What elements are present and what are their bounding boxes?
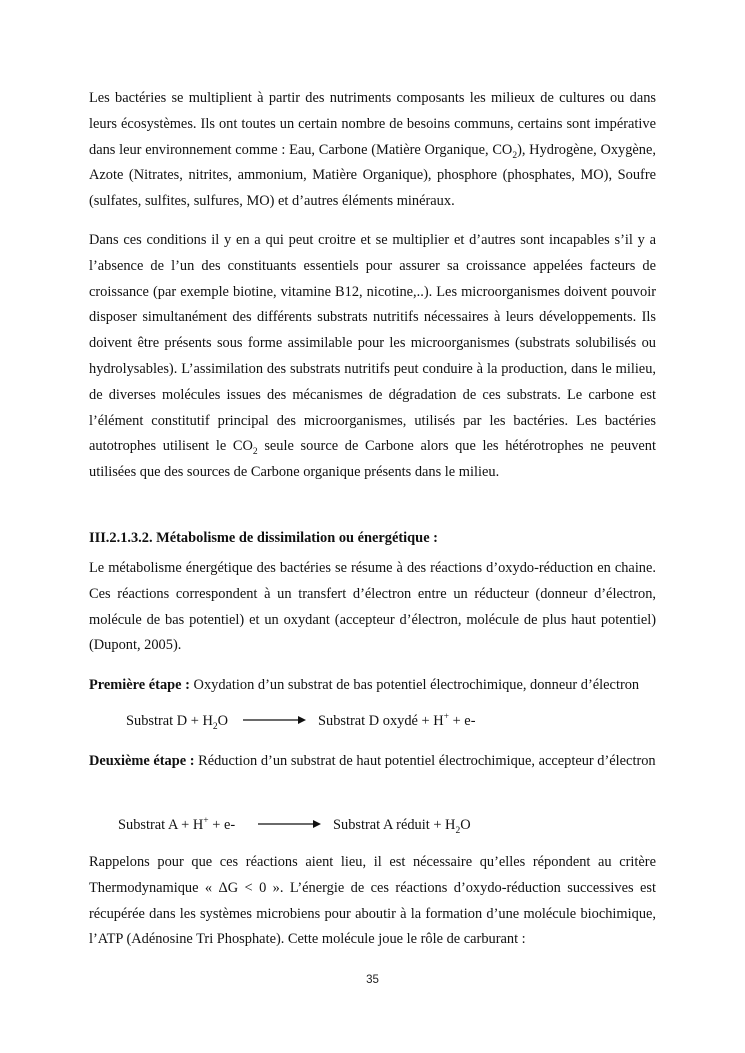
paragraph-nutrients: Les bactéries se multiplient à partir des nutriments composants les milieux de cultures ou dans leurs écosystèmes. Ils ont toutes un certain nombre de besoins communs, certains sont impérative dans leur environnement comme : Eau, Carbone (Matière Organique, $CO_2$), Hydrogène, Oxygène, Azote (Nitrates, nitrites, ammonium, Matière Organique), phosphore (phosphates, MO), Soufre (sulfates, sulfites, sulfures, MO) et d’autres éléments minéraux. bbox=[89, 90, 656, 210]
reaction-arrow-icon bbox=[258, 818, 322, 830]
equation-two-products: Substrat A réduit + $H_2O$ bbox=[333, 817, 471, 836]
step-two-label: Deuxième étape : bbox=[89, 753, 195, 769]
paragraph-energy-metabolism: Le métabolisme énergétique des bactéries se résume à des réactions d’oxydo-réduction en chaine. Ces réactions correspondent à un transfert d’électron entre un réducteur (donneur d’électron, molécule de bas potentiel) et un oxydant (accepteur d’électron, molécule de plus haut potentiel) (Dupont, 2005). bbox=[89, 560, 656, 654]
section-heading: III.2.1.3.2. Métabolisme de dissimilation ou énergétique : bbox=[89, 530, 438, 546]
paragraph-growth-conditions: Dans ces conditions il y en a qui peut croitre et se multiplier et d’autres sont incapables s’il y a l’absence de l’un des constituants essentiels pour assurer sa croissance appelées facteurs de croissance (par exemple biotine, vitamine B12, nicotine,..). Les microorganismes doivent pouvoir disposer simultanément des différents substrats nutritifs nécessaires à leurs développements. Ils doivent être présents sous forme assimilable pour les microorganismes (substrats solubilisés ou hydrolysables). L’assimilation des substrats nutritifs peut conduire à la production, dans le milieu, de diverses molécules issues des mécanismes de dégradation de ces substrats. Le carbone est l’élément constitutif principal des microorganismes, utilisés par les bactéries. Les bactéries autotrophes utilisent le $CO_2$ seule source de Carbone alors que les hétérotrophes ne peuvent utilisées que des sources de Carbone organique présents dans le milieu. bbox=[89, 232, 656, 481]
step-one-label: Première étape : bbox=[89, 677, 190, 693]
equation-two-reactants: Substrat A + H+ + e- bbox=[118, 816, 236, 833]
page-number: 35 bbox=[366, 974, 379, 986]
step-two: Deuxième étape : Réduction d’un substrat de haut potentiel électrochimique, accepteur d’électron bbox=[89, 753, 656, 769]
reaction-arrow-icon bbox=[243, 714, 307, 726]
paragraph-thermodynamics: Rappelons pour que ces réactions aient lieu, il est nécessaire qu’elles répondent au critère Thermodynamique « ΔG < 0 ». L’énergie de ces réactions d’oxydo-réduction successives est récupérée dans les systèmes microbiens pour aboutir à la formation d’une molécule biochimique, l’ATP (Adénosine Tri Phosphate). Cette molécule joue le rôle de carburant : bbox=[89, 854, 656, 948]
equation-one-reactants: Substrat $D + H_2O$ bbox=[126, 713, 229, 732]
equation-one-products: Substrat D oxydé + H+ + e- bbox=[318, 712, 476, 729]
step-one: Première étape : Oxydation d’un substrat de bas potentiel électrochimique, donneur d’électron bbox=[89, 677, 640, 693]
